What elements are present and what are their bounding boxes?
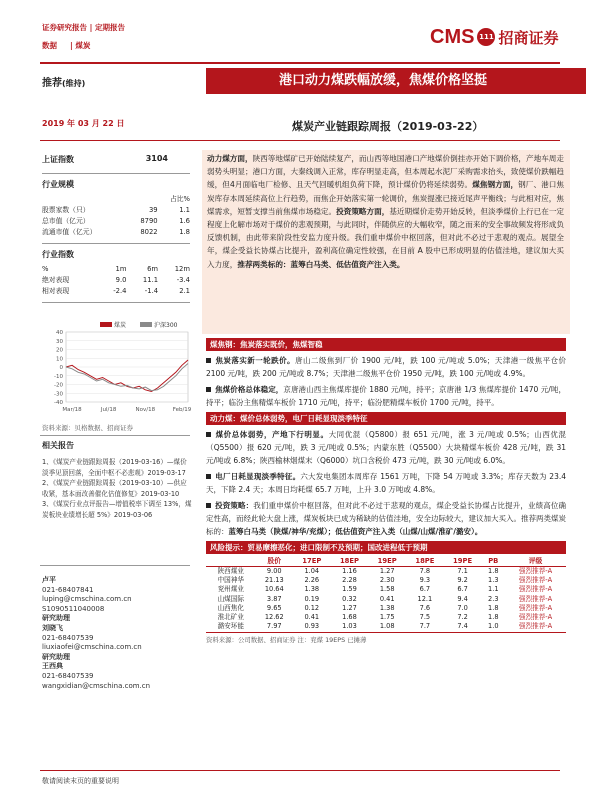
y-tick-label: 40 [56, 330, 63, 336]
table-row [206, 613, 566, 622]
title-rule [40, 140, 560, 141]
tag-periodic: 定期报告 [94, 23, 125, 32]
pct-header: 占比% [169, 195, 190, 203]
cell: 9.00 [266, 567, 282, 575]
related-report-1[interactable]: 1、《煤炭产业链跟踪周报（2019-03-16）—煤价淡季见顶回落，全面中枢不必悲观》2019-03-17 [42, 458, 187, 477]
table-row [42, 227, 190, 238]
cell: 9.4 [457, 594, 468, 603]
summary-box [202, 150, 570, 334]
report-title: 煤炭产业链跟踪周报（2019-03-22） [292, 120, 484, 133]
tag-coal: 煤炭 [75, 41, 91, 50]
cell: 12.1 [417, 594, 433, 603]
cell: 潞安环能 [217, 622, 244, 631]
cell: 1.27 [342, 603, 357, 612]
col-header: PB [488, 557, 499, 565]
rating [42, 74, 85, 89]
point-power-plant [206, 470, 566, 496]
table-source: 资料来源：公司数据、招商证券 注：兖煤 19EPS 已摊薄 [206, 636, 367, 645]
related-title: 相关报告 [42, 441, 74, 450]
point-body: 我们重申煤价中枢回落，但对此不必过于悲观的观点，煤企受益长协煤占比提升，业绩高位确定性高，而经此轮大盘上涨，煤炭板块已成为稀缺的估值洼地，安全边际较大，建议加大买入。推荐两类煤炭标的： [206, 501, 567, 536]
cell: 9.0 [115, 276, 127, 284]
cell: 0.32 [342, 594, 357, 603]
cell: 8022 [140, 228, 158, 236]
y-tick-label: 20 [56, 347, 63, 354]
cell: 1.75 [379, 613, 395, 622]
cell: 1.0 [488, 622, 499, 631]
perf-title: 行业指数 [42, 250, 74, 259]
cell: -1.4 [144, 287, 159, 295]
cell: 兖州煤业 [217, 585, 244, 594]
logo-badge-icon: 111 [477, 28, 495, 46]
cell: 1.38 [379, 603, 395, 612]
point-body: 唐山二级焦到厂价 1900 元/吨，跌 100 元/吨或 5.0%；天津港一级焦平仓价 2100 元/吨，跌 200 元/吨或 8.7%；天津港二级焦平仓价 1950 元/吨，跌 100 元/吨或 4.9%。 [206, 356, 566, 378]
cell: 股票家数（只） [42, 206, 90, 214]
valuation-rows [206, 567, 566, 632]
analyst-1-email[interactable]: luping@cmschina.com.cn [42, 595, 132, 604]
point-strategy [206, 499, 566, 538]
point-lead: 焦炭落实新一轮跌价。 [215, 356, 295, 365]
cell: 强烈推荐-A [518, 622, 553, 631]
tag-research: 证券研究报告 [42, 23, 87, 32]
sidebar [42, 154, 190, 303]
logo-cms: CMS [430, 25, 475, 48]
legend-swatch-coal [100, 322, 112, 327]
col-header: 股价 [267, 557, 282, 565]
cell: 陕西煤业 [217, 567, 244, 575]
cell: 7.5 [419, 613, 431, 622]
col-header: 18EP [339, 557, 360, 565]
cell: 流通市值（亿元） [42, 228, 97, 236]
cell: 2.30 [379, 576, 395, 585]
table-header-row [206, 556, 566, 567]
cell: 强烈推荐-A [518, 594, 553, 603]
cell: 绝对表现 [42, 276, 70, 284]
cell: 12.62 [264, 613, 284, 622]
performance-chart [42, 318, 192, 418]
summary-lead-thermal: 动力煤方面， [207, 154, 253, 163]
sidebar-rule [40, 435, 190, 436]
x-tick-label: Jul/18 [100, 407, 117, 413]
analyst-2-name: 刘晓飞 [42, 623, 63, 632]
body-sections [206, 338, 566, 644]
cell: 1.8 [179, 228, 190, 236]
valuation-table [206, 556, 566, 631]
cell: 0.41 [379, 594, 395, 603]
cell: 1.8 [488, 603, 499, 612]
bullet-icon [206, 387, 211, 392]
cell: 7.0 [457, 603, 468, 612]
rating-sub: (维持) [62, 79, 86, 88]
cell: 12m [174, 265, 190, 273]
cell: 10.64 [264, 585, 284, 594]
legend-swatch-hs300 [140, 322, 152, 327]
footer-rule [40, 770, 560, 771]
cell: 0.19 [304, 594, 320, 603]
cell: % [42, 265, 49, 273]
y-tick-label: -40 [54, 400, 63, 406]
cell: -3.4 [176, 276, 190, 284]
related-reports [42, 440, 192, 520]
bullet-icon [206, 432, 211, 437]
cell: 1.16 [342, 567, 357, 575]
cell: 21.13 [264, 576, 284, 585]
summary-body-coke: 钢厂、港口焦炭库存本周延续高位上行趋势，而焦企开始落实第一轮调价，焦炭提涨已接近尾声平衡线；与此相对应，焦煤需求，短暂支撑当前焦煤市场稳定。 [207, 180, 565, 216]
page-title: 港口动力煤跌幅放缓，焦煤价格坚挺 [278, 73, 487, 88]
cell: 1.27 [379, 567, 395, 575]
chart-source: 资料来源：贝格数据、招商证券 [42, 424, 133, 432]
x-tick-label: Nov/18 [135, 407, 156, 413]
col-header: 18PE [415, 557, 435, 565]
chart-legend [100, 321, 178, 329]
cell: 1.1 [179, 206, 190, 214]
cell: 6m [147, 265, 159, 273]
analyst-rule [40, 565, 190, 566]
cell: 1.03 [342, 622, 357, 631]
chart-grid [66, 332, 188, 402]
related-report-2[interactable]: 2、《煤炭产业链跟踪周报（2019-03-10）—供应收紧，基本面改善催化估值修复》2019-03-10 [42, 479, 187, 498]
cell: 1.6 [179, 217, 190, 225]
cell: 8790 [140, 217, 158, 225]
cell: 1.08 [379, 622, 395, 631]
point-lead: 焦煤价格总体稳定， [215, 385, 284, 394]
analyst-3-role: 研究助理 [42, 652, 70, 661]
table-row [206, 585, 566, 594]
cell: 1.59 [342, 585, 357, 594]
cell: 0.41 [304, 613, 320, 622]
analysts [42, 576, 192, 691]
col-header: 17EP [302, 557, 322, 565]
cell: 0.12 [304, 603, 320, 612]
point-tail: 蓝筹白马类（陕煤/神华/兖煤）；低估值资产注入类（山煤/山煤/淮矿/潞安）。 [228, 527, 483, 536]
summary-body-strategy: 基近期煤价走势开始反转，但淡季煤价上行已在一定程度上化解市场对于煤价的悲观预期，与此同时，伴随供应的大幅收窄，随之而来的安全事故频发将形成负反馈机制，由此带来阶段性安监力度升级。我们重申煤价中枢回落，但对此不必过于悲观的观点。展望全年，煤企受益长协煤占比提升，盈利高位确定性较强，在目前 A 股中已形成明显的估值洼地，建议加大买入力度， [207, 206, 565, 269]
x-tick-label: Mar/18 [62, 407, 82, 413]
cell: 1.58 [379, 585, 395, 594]
chart-x-ticks [62, 407, 191, 413]
logo-name: 招商证券 [498, 28, 559, 47]
perf-table [42, 264, 190, 297]
cell: 相对表现 [42, 287, 70, 295]
cell: 总市值（亿元） [42, 217, 90, 225]
col-header: 评级 [528, 557, 543, 565]
section-bar-thermal: 动力煤：煤价总体弱势，电厂日耗显现淡季特征 [206, 412, 566, 425]
index-row [42, 154, 190, 165]
point-coke-price [206, 354, 566, 380]
cell: 6.7 [457, 585, 468, 594]
table-row [42, 275, 190, 286]
x-tick-label: Feb/19 [172, 407, 192, 413]
y-tick-label: 10 [56, 356, 63, 363]
tag-data: 数据 [42, 41, 57, 50]
y-tick-label: -20 [54, 382, 63, 389]
point-lead: 电厂日耗显现淡季特征。 [215, 472, 301, 481]
cell: 7.6 [419, 603, 431, 612]
point-body: 六大发电集团本周库存 1561 万吨，下降 54 万吨或 3.3%；库存天数为 23.4 天，下降 2.4 天；本周日均耗煤 65.7 万吨，上升 3.0 万吨或 4.8%。 [206, 472, 567, 494]
scale-table [42, 194, 190, 238]
cell: 9.2 [457, 576, 468, 585]
brand-logo [430, 24, 558, 50]
cell: 3.87 [266, 594, 282, 603]
table-row [42, 205, 190, 216]
related-report-3[interactable]: 3、《煤炭行业点评报告—增值税率下调至 13%，煤炭板块业绩增长超 5%》2019-03-06 [42, 500, 192, 519]
rating-label: 推荐 [42, 78, 62, 89]
cell: 1.38 [304, 585, 320, 594]
y-tick-label: -30 [54, 391, 63, 398]
cell: 9.3 [419, 576, 431, 585]
table-row [42, 286, 190, 297]
cell: 9.65 [266, 603, 282, 612]
cell: 11.1 [142, 276, 159, 284]
y-tick-label: 0 [59, 365, 63, 371]
table-row [206, 604, 566, 613]
cell: 强烈推荐-A [518, 576, 553, 585]
table-row [206, 576, 566, 585]
point-body: 大同优混（Q5800）报 651 元/吨，涨 3 元/吨或 0.5%；山西优混（Q5500）报 620 元/吨，跌 3 元/吨或 0.5%；内蒙东胜（Q5500）大块精煤车板价 428 元/吨，跌 31 元/吨或 6.8%；陕西榆林烟煤末（Q6000）坑口含税价 473 元/吨，跌 30 元/吨或 6.0%。 [206, 430, 566, 465]
point-coking-coal [206, 383, 566, 409]
analyst-1-name: 卢平 [42, 576, 56, 584]
cell: 强烈推荐-A [518, 613, 553, 622]
bullet-icon [206, 474, 211, 479]
y-tick-label: -10 [54, 373, 63, 380]
col-header: 19EP [377, 557, 397, 565]
table-row [206, 567, 566, 577]
cell: 7.2 [457, 613, 468, 622]
summary-tail: 推荐两类标的：蓝筹白马类、低估值资产注入类。 [237, 259, 405, 269]
point-thermal-price [206, 428, 566, 467]
analyst-2-role: 研究助理 [42, 614, 70, 623]
cell: 1.8 [488, 567, 499, 575]
cell: 1.1 [488, 585, 499, 594]
cell: 0.93 [304, 622, 320, 631]
col-header: 19PE [453, 557, 473, 565]
cell: 1m [115, 265, 127, 273]
cell: 39 [148, 206, 158, 214]
industry-title: 行业规模 [42, 180, 74, 189]
analyst-3-name: 王西典 [42, 662, 63, 671]
point-lead: 煤价总体弱势，产地下行明显。 [215, 430, 329, 439]
table-row [206, 622, 566, 631]
table-row [42, 264, 190, 275]
table-bottom-rule [206, 632, 566, 633]
summary-text [202, 150, 570, 271]
legend-hs300: 沪深300 [154, 322, 178, 329]
cell: 山西焦化 [217, 603, 244, 612]
cell: 强烈推荐-A [518, 585, 553, 594]
analyst-1-tel: 021-68407841 [42, 585, 94, 594]
cell: 强烈推荐-A [518, 603, 553, 612]
report-type: 证券研究报告 | 定期报告 [42, 23, 125, 32]
cell: 7.7 [419, 622, 431, 631]
cell: 7.1 [457, 567, 468, 575]
summary-lead-strategy: 投资策略方面， [336, 206, 390, 216]
cell: 中国神华 [217, 576, 244, 585]
cell: 2.3 [488, 594, 499, 603]
index-label: 上证指数 [42, 155, 74, 164]
index-value: 3104 [145, 154, 168, 163]
point-body: 京唐港山西主焦煤库提价 1880 元/吨，持平；京唐港 1/3 焦煤库提价 1470 元/吨，持平；临汾主焦精煤车板价 1710 元/吨，持平；临汾肥精煤车板价 1700 元/吨，持平。 [206, 385, 567, 407]
cell: 1.04 [304, 567, 320, 575]
report-subtype: 数据 | 煤炭 [42, 41, 91, 50]
bullet-icon [206, 503, 211, 508]
cell: 7.8 [419, 567, 431, 575]
cell: 强烈推荐-A [518, 567, 553, 575]
cell: 2.26 [304, 576, 320, 585]
chart-y-ticks [54, 330, 63, 406]
cell: 1.3 [488, 576, 499, 585]
analyst-1-id: S1090511040008 [42, 604, 105, 613]
cell: 山煤国际 [217, 594, 244, 603]
report-date: 2019 年 03 月 22 日 [42, 119, 125, 128]
analyst-3-tel: 021-68407539 [42, 671, 94, 680]
analyst-3-email[interactable]: wangxidian@cmschina.com.cn [42, 681, 151, 690]
section-bar-risk: 风险提示：贸易摩擦恶化；进口限制不及预期；国改进程低于预期 [206, 541, 566, 554]
cell: 2.28 [342, 576, 357, 585]
summary-lead-coke: 煤焦钢方面， [472, 180, 519, 190]
table-row [42, 216, 190, 227]
summary-body-thermal: 陕西等地煤矿已开始陆续复产，而山西等地国港口产地煤价倒挂亦开始下调价格，产地车周走弱势头明显；港口方面，大秦线调入正常，库存明显走高，但本周起水泥厂采购需求抬头，致使煤价跌幅趋缓，但4月面临电厂检修、且天气回暖机组负荷下降，预计煤价仍将延续弱势。 [207, 154, 564, 190]
table-row [206, 595, 566, 604]
header-rule [40, 62, 560, 64]
cell: 1.68 [342, 613, 357, 622]
cell: 7.4 [457, 622, 468, 631]
cell: 淮北矿业 [217, 613, 244, 622]
cell: 2.1 [179, 287, 190, 295]
footer-note: 敬请阅读末页的重要说明 [42, 777, 119, 785]
legend-coal: 煤炭 [114, 322, 127, 329]
cell: 6.7 [419, 585, 431, 594]
cell: -2.4 [113, 287, 127, 295]
table-row [42, 194, 190, 205]
section-bar-coke: 煤焦钢：焦炭落实既价，焦煤智稳 [206, 338, 566, 351]
point-lead: 投资策略： [215, 501, 254, 510]
bullet-icon [206, 358, 211, 363]
y-tick-label: 30 [56, 338, 63, 345]
col-header [206, 556, 256, 567]
analyst-2-tel: 021-68407539 [42, 633, 94, 642]
cell: 1.8 [488, 613, 499, 622]
analyst-2-email[interactable]: liuxiaofei@cmschina.com.cn [42, 643, 142, 652]
cell: 7.97 [266, 622, 282, 631]
